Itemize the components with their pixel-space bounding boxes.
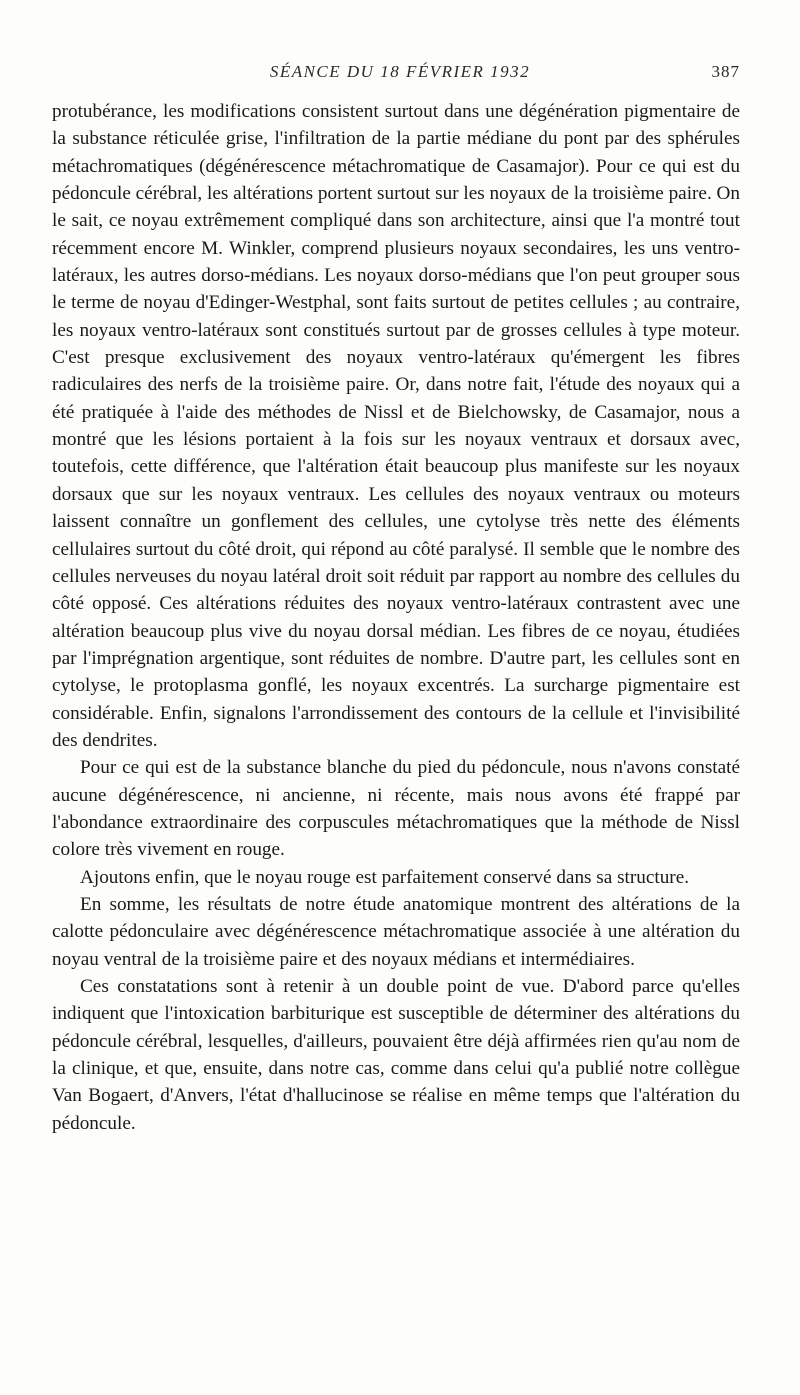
paragraph-1: protubérance, les modifications consistent surtout dans une dégénération pigmentaire de la substance réticulée grise, l'infiltration de la partie médiane du pont par des sphérules métachromatiques (dégénérescence métachromatique de Casamajor). Pour ce qui est du pédoncule cérébral, les altérations portent surtout sur les noyaux de la troisième paire. On le sait, ce noyau extrêmement compliqué dans son architecture, ainsi que l'a montré tout récemment encore M. Winkler, comprend plusieurs noyaux secondaires, les uns ventro-latéraux, les autres dorso-médians. Les noyaux dorso-médians que l'on peut grouper sous le terme de noyau d'Edinger-Westphal, sont faits surtout de petites cellules ; au contraire, les noyaux ventro-latéraux sont constitués surtout par de grosses cellules à type moteur. C'est presque exclusivement des noyaux ventro-latéraux qu'émergent les fibres radiculaires des nerfs de la troisième paire. Or, dans notre fait, l'étude des noyaux qui a été pratiquée à l'aide des méthodes de Nissl et de Bielchowsky, de Casamajor, nous a montré que les lésions portaient à la fois sur les noyaux ventraux et dorsaux avec, toutefois, cette différence, que l'altération était beaucoup plus manifeste sur les noyaux dorsaux que sur les noyaux ventraux. Les cellules des noyaux ventraux ou moteurs laissent connaître un gonflement des cellules, une cytolyse très nette des éléments cellulaires surtout du côté droit, qui répond au côté paralysé. Il semble que le nombre des cellules nerveuses du noyau latéral droit soit réduit par rapport au nombre des cellules du côté opposé. Ces altérations réduites des noyaux ventro-latéraux contrastent avec une altération beaucoup plus vive du noyau dorsal médian. Les fibres de ce noyau, étudiées par l'imprégnation argentique, sont réduites de nombre. D'autre part, les cellules sont en cytolyse, le protoplasma gonflé, les noyaux excentrés. La surcharge pigmentaire est considérable. Enfin, signalons l'arrondissement des contours de la cellule et l'invisibilité des dendrites. [52,101,740,751]
paragraph-5: Ces constatations sont à retenir à un double point de vue. D'abord parce qu'elles indiquent que l'intoxication barbiturique est susceptible de déterminer des altérations du pédoncule cérébral, lesquelles, d'ailleurs, pouvaient être déjà affirmées rien qu'au nom de la clinique, et que, ensuite, dans notre cas, comme dans celui qu'a publié notre collègue Van Bogaert, d'Anvers, l'état d'hallucinose se réalise en même temps que l'altération du pédoncule. [52,976,740,1134]
running-head [60,62,740,86]
running-title: SÉANCE DU 18 FÉVRIER 1932 [269,62,531,81]
paragraph-4: En somme, les résultats de notre étude anatomique montrent des altérations de la calotte pédonculaire avec dégénérescence métachromatique associée à une altération du noyau ventral de la troisième paire et des noyaux médians et intermédiaires. [52,893,740,970]
page-number: 387 [711,62,740,81]
body-text [52,98,740,1137]
paragraph-3: Ajoutons enfin, que le noyau rouge est parfaitement conservé dans sa structure. [80,866,690,888]
paragraph-2: Pour ce qui est de la substance blanche du pied du pédoncule, nous n'avons constaté aucune dégénérescence, ni ancienne, ni récente, mais nous avons été frappé par l'abondance extraordinaire des corpuscules métachromatiques que la méthode de Nissl colore très vivement en rouge. [52,757,740,861]
